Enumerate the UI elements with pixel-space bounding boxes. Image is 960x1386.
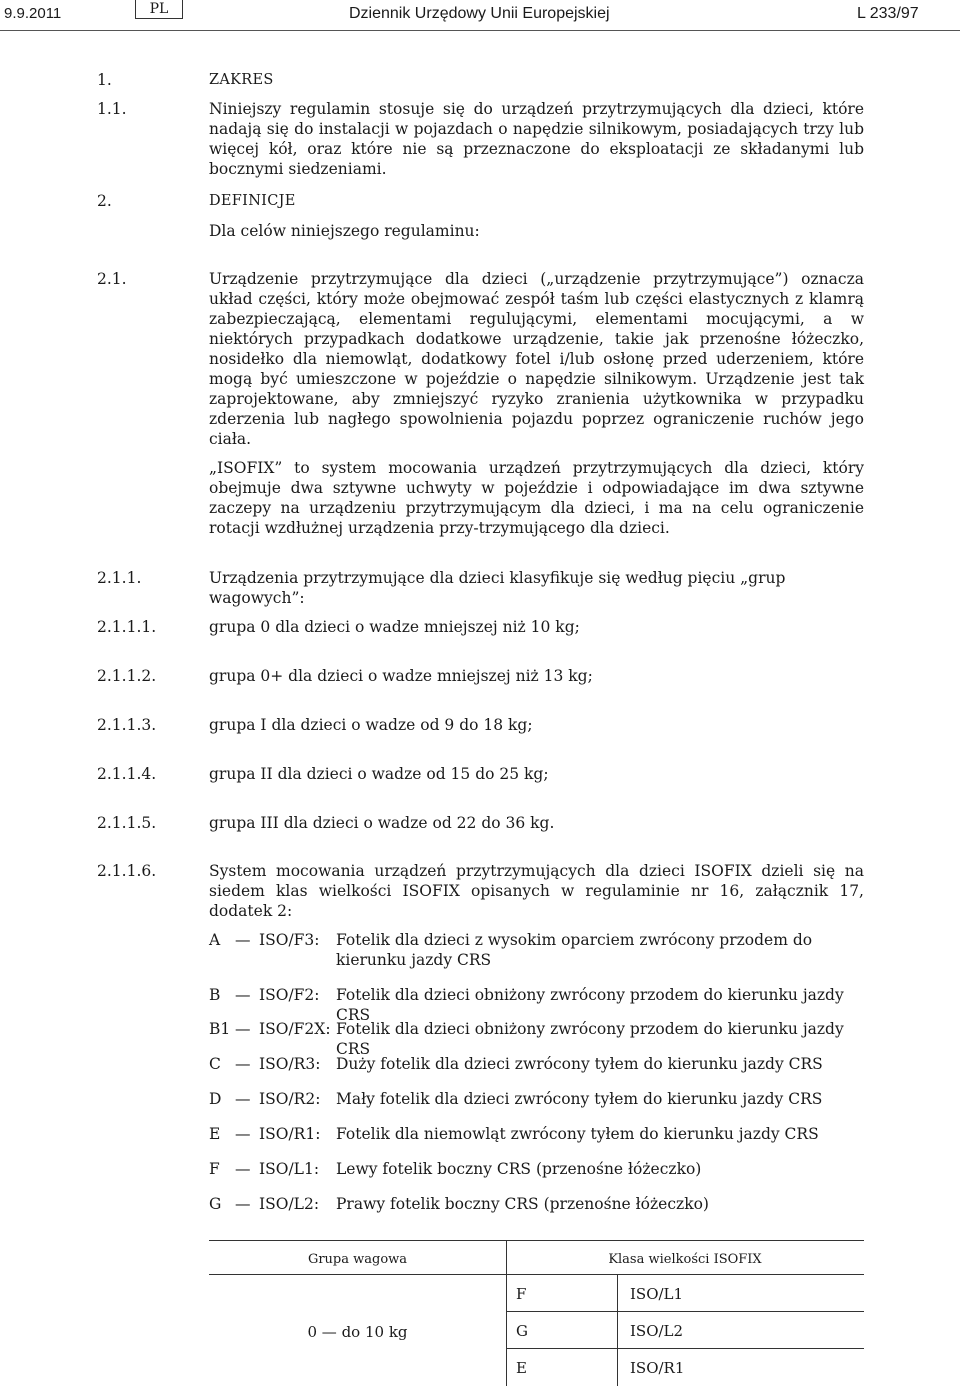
class-code: ISO/F3: bbox=[259, 931, 320, 949]
class-letter: B bbox=[209, 986, 221, 1004]
list-item: grupa III dla dzieci o wadze od 22 do 36 kg. bbox=[209, 814, 555, 832]
isofix-class-row bbox=[209, 1089, 869, 1111]
class-code: ISO/R3: bbox=[259, 1055, 321, 1073]
class-letter: B1 bbox=[209, 1020, 231, 1038]
class-description: Fotelik dla niemowląt zwrócony tyłem do kierunku jazdy CRS bbox=[336, 1125, 819, 1143]
class-description: Fotelik dla dzieci obniżony zwrócony przodem do kierunku jazdy CRS bbox=[336, 1020, 844, 1058]
table-cell-iso: ISO/L1 bbox=[630, 1285, 684, 1303]
table-cell-class: G bbox=[516, 1322, 528, 1340]
table-cell-class: F bbox=[516, 1285, 527, 1303]
language-badge: PL bbox=[135, 0, 183, 19]
isofix-class-row bbox=[209, 1194, 869, 1216]
class-letter: A bbox=[209, 931, 221, 949]
isofix-class-row bbox=[209, 1054, 869, 1076]
page-reference: L 233/97 bbox=[857, 5, 919, 22]
list-item-number: 2.1.1.4. bbox=[97, 765, 157, 783]
paragraph: „ISOFIX” to system mocowania urządzeń przytrzymujących dla dzieci, który obejmuje dwa sztywne uchwyty w pojeździe i odpowiadające im dwa sztywne zaczepy na urządzeniu przytrzymującym dla dzieci, i ma na celu ograniczenie rotacji wzdłużnej urządzenia przy-trzymującego dla dzieci. bbox=[209, 459, 864, 537]
class-description: Fotelik dla dzieci obniżony zwrócony przodem do kierunku jazdy CRS bbox=[336, 986, 844, 1024]
table-cell-iso: ISO/L2 bbox=[630, 1322, 684, 1340]
table-rule bbox=[506, 1348, 864, 1349]
class-letter: E bbox=[209, 1125, 221, 1143]
class-description: Fotelik dla dzieci z wysokim oparciem zwrócony przodem do kierunku jazdy CRS bbox=[336, 931, 813, 969]
class-code: ISO/L2: bbox=[259, 1195, 320, 1213]
isofix-class-row bbox=[209, 985, 869, 1024]
paragraph: Urządzenie przytrzymujące dla dzieci („urządzenie przytrzymujące”) oznacza układ części, który może obejmować zespół taśm lub części elastycznych z klamrą zabezpieczającą, elementami regulującymi, elementami mocującymi, a w niektórych przypadkach dodatkowe urządzenie, takie jak przenośne łóżeczko, nosidełko dla niemowląt, dodatkowy fotel i/lub osłonę przed uderzeniem, które mogą być umieszczone w pojeździe o napędzie silnikowym. Urządzenie jest tak zaprojektowane, aby zmniejszyć ryzyko zranienia użytkownika w przypadku zderzenia lub nagłego spowolnienia pojazdu poprzez ograniczenie ruchów jego ciała. bbox=[209, 270, 864, 448]
table-cell-class: E bbox=[516, 1359, 527, 1377]
section-number: 2.1. bbox=[97, 270, 127, 288]
table-rule bbox=[506, 1311, 864, 1312]
class-dash: — bbox=[235, 1090, 251, 1108]
class-description: Prawy fotelik boczny CRS (przenośne łóżeczko) bbox=[336, 1195, 709, 1213]
class-description: Lewy fotelik boczny CRS (przenośne łóżeczko) bbox=[336, 1160, 702, 1178]
list-item: grupa II dla dzieci o wadze od 15 do 25 kg; bbox=[209, 765, 549, 783]
table-cell-iso: ISO/R1 bbox=[630, 1359, 685, 1377]
journal-title: Dziennik Urzędowy Unii Europejskiej bbox=[349, 5, 610, 22]
list-item-number: 2.1.1.3. bbox=[97, 716, 157, 734]
section-number: 1.1. bbox=[97, 100, 127, 118]
paragraph: Niniejszy regulamin stosuje się do urządzeń przytrzymujących dla dzieci, które nadają się do instalacji w pojazdach o napędzie silnikowym, posiadających trzy lub więcej kół, oraz które nie są przeznaczone do eksploatacji ze składanymi lub bocznymi siedzeniami. bbox=[209, 100, 864, 178]
class-letter: C bbox=[209, 1055, 221, 1073]
class-dash: — bbox=[235, 1125, 251, 1143]
table-rule bbox=[209, 1274, 864, 1275]
list-item: grupa 0+ dla dzieci o wadze mniejszej niż 13 kg; bbox=[209, 667, 593, 685]
section-number: 1. bbox=[97, 71, 112, 89]
isofix-class-row bbox=[209, 1159, 869, 1181]
class-code: ISO/L1: bbox=[259, 1160, 320, 1178]
table-cell-weight-group: 0 — do 10 kg bbox=[307, 1323, 408, 1341]
list-item-number: 2.1.1.5. bbox=[97, 814, 157, 832]
section-number: 2.1.1.6. bbox=[97, 862, 157, 880]
class-description: Duży fotelik dla dzieci zwrócony tyłem do kierunku jazdy CRS bbox=[336, 1055, 823, 1073]
isofix-class-row bbox=[209, 1124, 869, 1146]
class-letter: F bbox=[209, 1160, 220, 1178]
header-divider bbox=[0, 30, 960, 31]
table-header-weight-group: Grupa wagowa bbox=[307, 1252, 408, 1267]
class-dash: — bbox=[235, 986, 251, 1004]
class-dash: — bbox=[235, 1055, 251, 1073]
class-code: ISO/F2: bbox=[259, 986, 320, 1004]
table-rule bbox=[209, 1240, 864, 1241]
list-item-number: 2.1.1.1. bbox=[97, 618, 157, 636]
class-dash: — bbox=[235, 1195, 251, 1213]
table-header-size-class: Klasa wielkości ISOFIX bbox=[608, 1252, 762, 1267]
section-heading: ZAKRES bbox=[209, 72, 274, 88]
class-code: ISO/F2X: bbox=[259, 1020, 331, 1038]
class-dash: — bbox=[235, 1160, 251, 1178]
page-header bbox=[0, 0, 960, 30]
paragraph: System mocowania urządzeń przytrzymujących dla dzieci ISOFIX dzieli się na siedem klas wielkości ISOFIX opisanych w regulaminie nr 16, załącznik 17, dodatek 2: bbox=[209, 862, 864, 920]
class-letter: G bbox=[209, 1195, 222, 1213]
publication-date: 9.9.2011 bbox=[4, 5, 62, 22]
isofix-class-row bbox=[209, 1019, 869, 1058]
table-rule bbox=[617, 1274, 618, 1386]
list-item: grupa I dla dzieci o wadze od 9 do 18 kg; bbox=[209, 716, 533, 734]
class-letter: D bbox=[209, 1090, 222, 1108]
class-description: Mały fotelik dla dzieci zwrócony tyłem do kierunku jazdy CRS bbox=[336, 1090, 823, 1108]
class-code: ISO/R1: bbox=[259, 1125, 321, 1143]
isofix-group-table bbox=[209, 1240, 864, 1386]
section-number: 2.1.1. bbox=[97, 569, 142, 587]
class-dash: — bbox=[235, 931, 251, 949]
class-dash: — bbox=[235, 1020, 251, 1038]
section-heading: DEFINICJE bbox=[209, 193, 296, 209]
isofix-class-row bbox=[209, 930, 869, 969]
section-number: 2. bbox=[97, 192, 112, 210]
list-item-number: 2.1.1.2. bbox=[97, 667, 157, 685]
class-code: ISO/R2: bbox=[259, 1090, 321, 1108]
list-item: grupa 0 dla dzieci o wadze mniejszej niż 10 kg; bbox=[209, 618, 580, 636]
paragraph: Dla celów niniejszego regulaminu: bbox=[209, 222, 480, 240]
paragraph: Urządzenia przytrzymujące dla dzieci klasyfikuje się według pięciu „grup wagowych”: bbox=[209, 569, 786, 607]
